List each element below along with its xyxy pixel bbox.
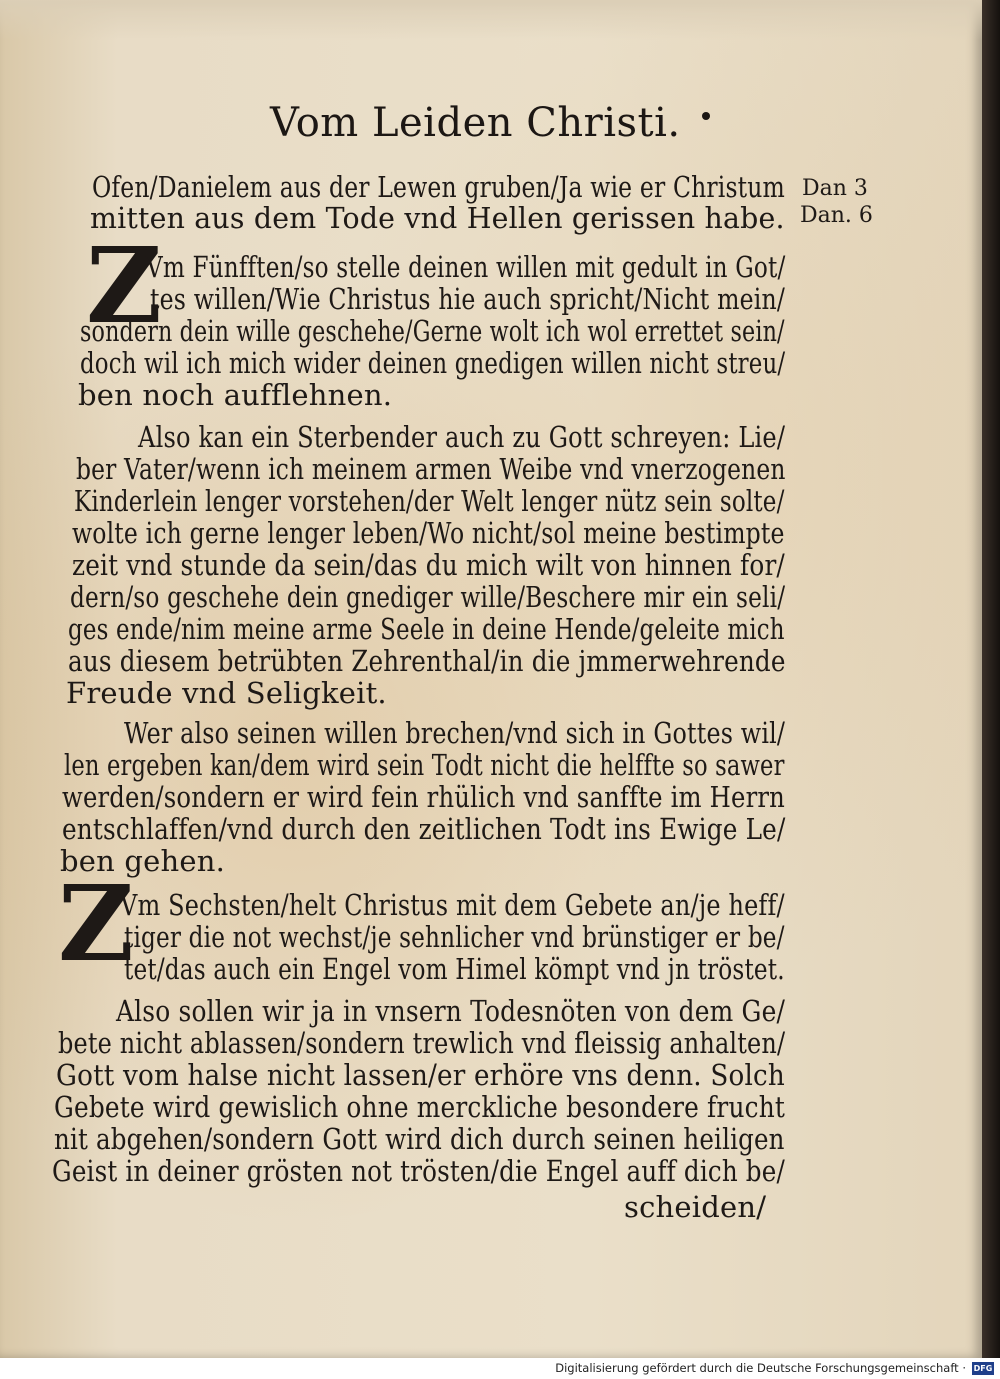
text-line: doch wil ich mich wider deinen gnedigen willen nicht streu/ xyxy=(80,346,786,380)
text-line: Geist in deiner grösten not trösten/die Engel auff dich be/ xyxy=(52,1154,785,1188)
text-line: Also kan ein Sterbender auch zu Gott schreyen: Lie/ xyxy=(138,420,786,454)
margin-note: Dan. 6 xyxy=(800,203,873,228)
funding-credit: Digitalisierung gefördert durch die Deutsche Forschungsgemeinschaft · xyxy=(555,1361,966,1375)
text-line: Gebete wird gewislich ohne merckliche besondere frucht xyxy=(54,1090,785,1124)
text-line: dern/so geschehe dein gnediger wille/Beschere mir ein seli/ xyxy=(70,580,786,614)
text-line: werden/sondern er wird fein rhülich vnd sanffte im Herrn xyxy=(62,780,785,814)
text-line: tet/das auch ein Engel vom Himel kömpt vnd jn tröstet. xyxy=(124,952,785,986)
text-line: aus diesem betrübten Zehrenthal/in die jmmerwehrende xyxy=(68,644,786,678)
text-line: nit abgehen/sondern Gott wird dich durch seinen heiligen xyxy=(54,1122,785,1156)
text-line: entschlaffen/vnd durch den zeitlichen Todt ins Ewige Le/ xyxy=(62,812,786,846)
text-line: zeit vnd stunde da sein/das du mich wilt von hinnen for/ xyxy=(72,548,785,582)
text-line: ben noch aufflehnen. xyxy=(78,378,393,412)
text-line: tes willen/Wie Christus hie auch spricht/Nicht mein/ xyxy=(150,282,785,316)
ink-dot xyxy=(702,112,710,120)
scan-background-edge xyxy=(982,0,1000,1358)
text-line: Gott vom halse nicht lassen/er erhöre vns denn. Solch xyxy=(56,1058,785,1092)
text-line: ben gehen. xyxy=(60,844,226,878)
text-line: Ofen/Danielem aus der Lewen gruben/Ja wie er Christum xyxy=(92,170,786,204)
text-line: ber Vater/wenn ich meinem armen Weibe vnd vnerzogenen xyxy=(76,452,786,486)
text-line: bete nicht ablassen/sondern trewlich vnd fleissig anhalten/ xyxy=(58,1026,786,1060)
text-line: Vm Sechsten/helt Christus mit dem Gebete an/je heff/ xyxy=(120,888,785,922)
dfg-logo: DFG xyxy=(973,1364,993,1373)
page-top-edge xyxy=(0,0,982,40)
text-line: tiger die not wechst/je sehnlicher vnd brünstiger er be/ xyxy=(124,920,785,954)
text-line: Freude vnd Seligkeit. xyxy=(66,676,387,710)
text-line: Also sollen wir ja in vnsern Todesnöten von dem Ge/ xyxy=(116,994,786,1028)
margin-note: Dan 3 xyxy=(802,176,868,201)
text-line: scheiden/ xyxy=(624,1190,767,1224)
initial-letter: Z xyxy=(86,224,162,347)
initial-letter: Z xyxy=(58,862,134,985)
running-head: Vom Leiden Christi. xyxy=(270,100,681,146)
text-line: Kinderlein lenger vorstehen/der Welt lenger nütz sein solte/ xyxy=(74,484,785,518)
text-line: mitten aus dem Tode vnd Hellen gerissen habe. xyxy=(90,201,785,235)
text-line: wolte ich gerne lenger leben/Wo nicht/sol meine bestimpte xyxy=(72,516,785,550)
text-line: Vm Fünfften/so stelle deinen willen mit gedult in Got/ xyxy=(146,250,786,284)
text-line: len ergeben kan/dem wird sein Todt nicht die helffte so sawer xyxy=(64,748,785,782)
text-line: Wer also seinen willen brechen/vnd sich in Gottes wil/ xyxy=(124,716,786,750)
text-line: sondern dein wille geschehe/Gerne wolt ich wol errettet sein/ xyxy=(80,314,785,348)
text-line: ges ende/nim meine arme Seele in deine Hende/geleite mich xyxy=(68,612,785,646)
